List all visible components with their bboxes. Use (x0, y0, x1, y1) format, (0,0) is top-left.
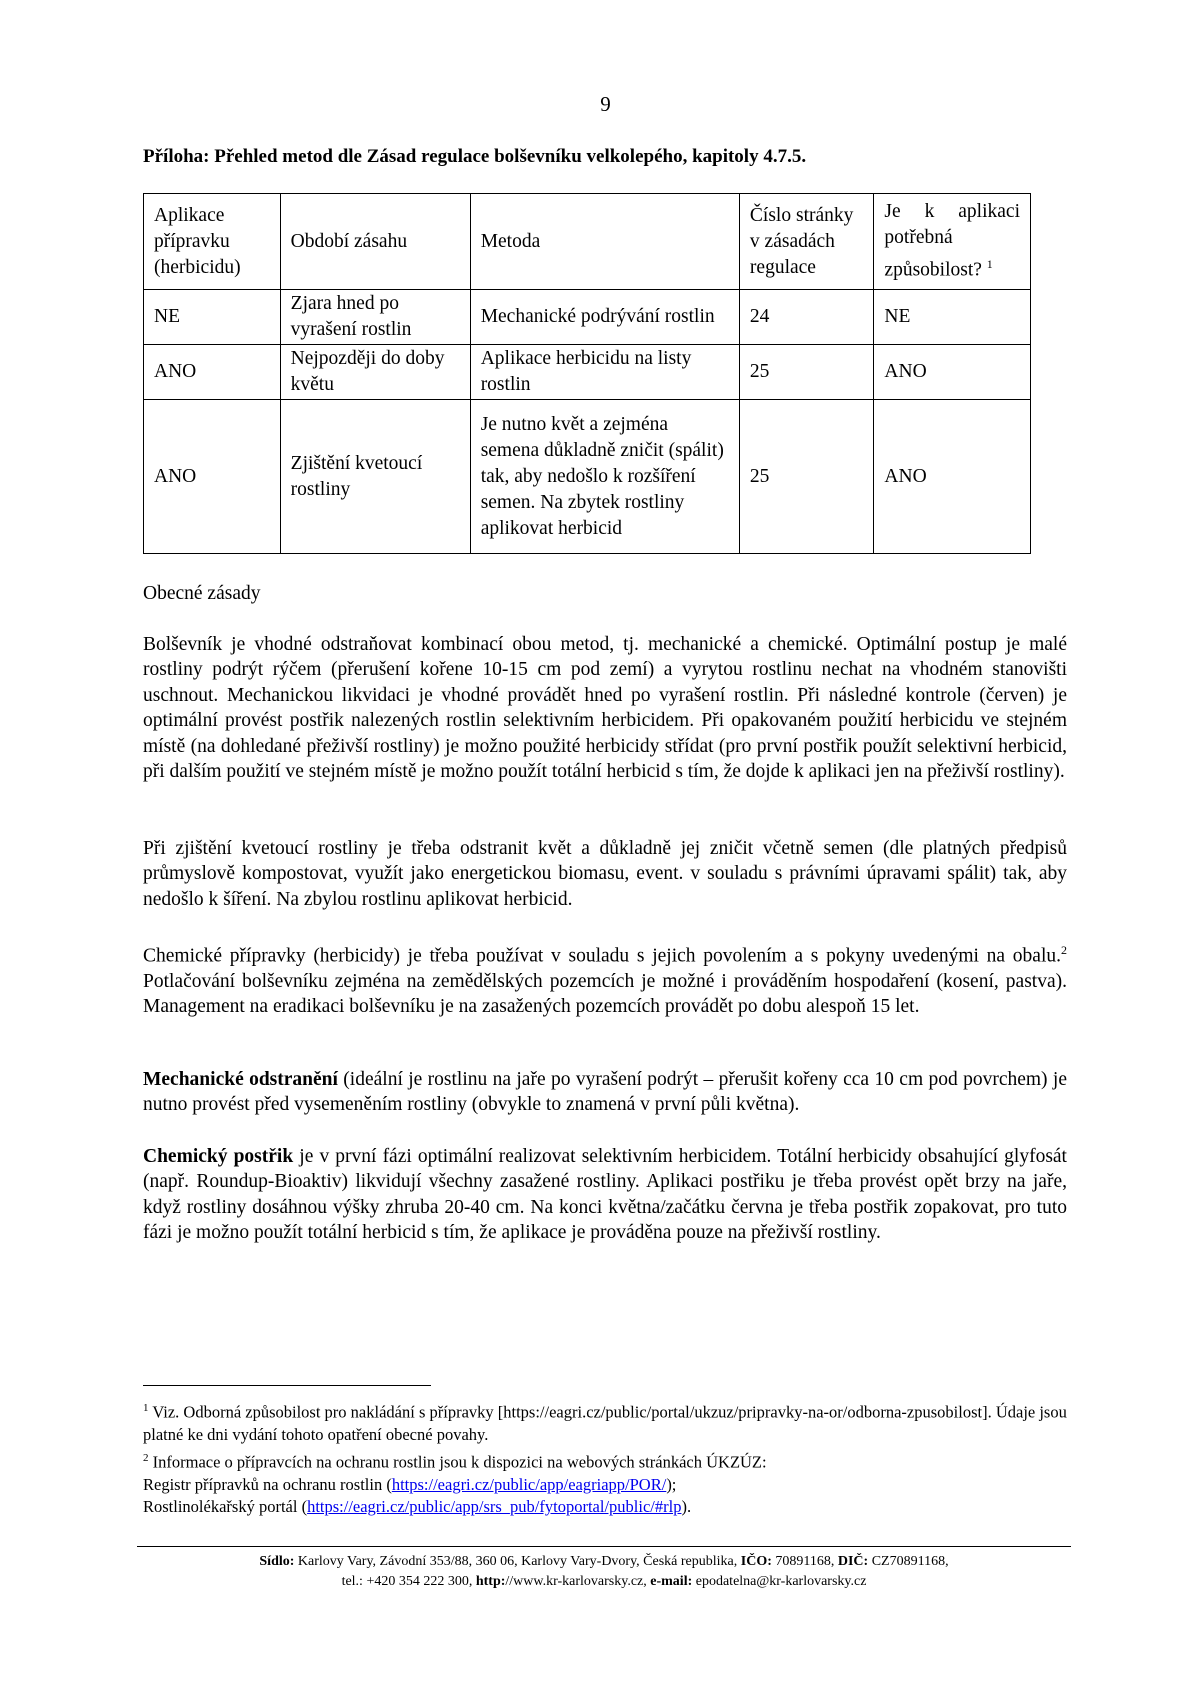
footer-text: 70891168, (771, 1554, 838, 1569)
footer-text: epodatelna@kr-karlovarsky.cz (692, 1574, 867, 1589)
table-cell: 25 (739, 345, 874, 400)
table-cell: Aplikace herbicidu na listy rostlin (470, 345, 739, 400)
footer-text: CZ70891168, (868, 1554, 949, 1569)
table-cell: 24 (739, 290, 874, 345)
footer-label: http: (475, 1574, 506, 1589)
table-cell: ANO (874, 345, 1031, 400)
table-cell: Je nutno květ a zejména semena důkladně zničit (spálit) tak, aby nedošlo k rozšíření semen. Na zbytek rostliny aplikovat herbicid (470, 400, 739, 554)
footnote-text: Registr přípravků na ochranu rostlin ( (143, 1474, 392, 1494)
table-header-cell (874, 194, 1031, 290)
footer-label: IČO: (740, 1554, 772, 1569)
footnote-2 (143, 1447, 1067, 1474)
paragraph-text: Bolševník je vhodné odstraňovat kombinací obou metod, tj. mechanické a chemické. Optimální postup je malé rostliny podrýt rýčem (přerušení kořene 10-15 cm pod zemí) a vyrytou rostlinu nechat na vhodném stanovišti uschnout. Mechanickou likvidaci je vhodné provádět hned po vyrašení rostlin. Při následné kontrole (červen) je optimální provést postřik nalezených rostlin selektivním herbicidem. Při opakovaném použití herbicidu ve stejném místě (na dohledané přeživší rostliny) je možno použité herbicidy střídat (pro první postřik použít selektivní herbicid, při dalším použití ve stejném místě je možno použít totální herbicid s tím, že dojde k aplikaci jen na přeživší rostliny). (143, 634, 1067, 783)
footnote-ref: 2 (1061, 943, 1067, 957)
paragraph-mechanical (143, 1067, 1067, 1118)
table-cell: Zjištění kvetoucí rostliny (280, 400, 470, 554)
methods-table (143, 193, 1031, 554)
bold-term: Mechanické odstranění (143, 1069, 338, 1090)
footnote-number: 1 (143, 1402, 149, 1414)
table-header-cell: Číslo stránky v zásadách regulace (739, 194, 874, 290)
footnote-text: ); (666, 1474, 677, 1494)
header-text-justified: Je k aplikaci (884, 201, 1020, 223)
page-footer (137, 1552, 1071, 1592)
table-header-cell: Období zásahu (280, 194, 470, 290)
footnote-text: Rostlinolékařský portál ( (143, 1497, 308, 1516)
table-cell: 25 (739, 400, 874, 554)
footer-text: Karlovy Vary, Závodní 353/88, 360 06, Karlovy Vary-Dvory, Česká republika, (294, 1554, 741, 1569)
table-row (144, 345, 1031, 400)
footnote-1 (143, 1397, 1067, 1447)
portal-link[interactable]: https://eagri.cz/public/app/srs_pub/fytoportal/public/#rlp (307, 1497, 682, 1516)
paragraph-text: Chemické přípravky (herbicidy) je třeba používat v souladu s jejich povolením a s pokyny uvedenými na obalu. (143, 945, 1061, 967)
footer-text: //www.kr-karlovarsky.cz, (505, 1574, 651, 1589)
paragraph-combined-methods (143, 632, 1067, 784)
table-cell: NE (144, 290, 281, 345)
table-cell: ANO (874, 400, 1031, 554)
table-cell: Nejpozději do doby květu (280, 345, 470, 400)
footnote-divider (143, 1385, 431, 1386)
registr-link[interactable]: https://eagri.cz/public/app/eagriapp/POR/ (391, 1474, 667, 1494)
table-cell: NE (874, 290, 1031, 345)
footer-text: tel.: +420 354 222 300, (341, 1574, 476, 1589)
annex-heading: Příloha: Přehled metod dle Zásad regulace bolševníku velkolepého, kapitoly 4.7.5. (143, 146, 807, 167)
table-cell: Mechanické podrývání rostlin (470, 290, 739, 345)
paragraph-text: (ideální je rostlinu na jaře po vyrašení podrýt – přerušit kořeny cca 10 cm pod povrchem) je nutno provést před vysemeněním rostliny (obvykle to znamená v první půli května). (143, 1069, 1067, 1116)
bold-term: Chemický postřik (143, 1146, 294, 1167)
footer-label: e-mail: (650, 1574, 693, 1589)
table-cell: Zjara hned po vyrašení rostlin (280, 290, 470, 345)
paragraph-chemical-spray (143, 1144, 1067, 1246)
paragraph-flowering (143, 836, 1067, 912)
page-number: 9 (600, 92, 611, 116)
table-header-cell: Metoda (470, 194, 739, 290)
paragraph-text: Potlačování bolševníku zejména na zemědělských pozemcích je možné i prováděním hospodaření (kosení, pastva). Management na eradikaci bolševníku je na zasažených pozemcích provádět po dobu alespoň 15 let. (143, 970, 1067, 1018)
footnotes (143, 1397, 1067, 1519)
footnote-registr-line (143, 1474, 1067, 1497)
paragraph-text: Při zjištění kvetoucí rostliny je třeba odstranit květ a důkladně jej zničit včetně semen (dle platných předpisů průmyslově kompostovat, využít jako energetickou biomasu, event. v souladu s právními úpravami spálit) tak, aby nedošlo k šíření. Na zbylou rostlinu aplikovat herbicid. (143, 838, 1067, 910)
header-text-rest: potřebná způsobilost? (884, 227, 982, 281)
paragraph-chemicals (143, 938, 1067, 1020)
footer-label: Sídlo: (259, 1554, 295, 1569)
footnote-text: Viz. Odborná způsobilost pro nakládání s přípravky [https://eagri.cz/public/portal/ukzuz/pripravky-na-or/odborna-zpusobilost]. Údaje jsou platné ke dni vydání tohoto opatření obecné povahy. (143, 1402, 1067, 1444)
section-title: Obecné zásady (143, 583, 261, 604)
footnote-portal-line (143, 1496, 1067, 1519)
footnote-text: ). (681, 1497, 692, 1516)
footer-line-1 (137, 1552, 1071, 1572)
table-cell: ANO (144, 400, 281, 554)
table-header-row (144, 194, 1031, 290)
footnote-ref: 1 (986, 257, 993, 272)
table-row (144, 290, 1031, 345)
footer-line-2 (137, 1572, 1071, 1592)
footer-divider (137, 1546, 1071, 1547)
paragraph-text: je v první fázi optimální realizovat selektivním herbicidem. Totální herbicidy obsahující glyfosát (např. Roundup-Bioaktiv) likvidují všechny zasažené rostliny. Aplikaci postřiku je třeba provést opět brzy na jaře, když rostliny dosáhnou výšky zhruba 20-40 cm. Na konci května/začátku června je třeba postřik zopakovat, pro tuto fázi je možno použít totální herbicid s tím, že aplikace je prováděna pouze na přeživší rostliny. (143, 1146, 1067, 1244)
footnote-text: Informace o přípravcích na ochranu rostlin jsou k dispozici na webových stránkách ÚKZÚZ: (148, 1452, 767, 1471)
table-cell: ANO (144, 345, 281, 400)
footnote-number: 2 (143, 1451, 149, 1464)
table-row (144, 400, 1031, 554)
footer-label: DIČ: (837, 1554, 869, 1569)
table-header-cell: Aplikace přípravku (herbicidu) (144, 194, 281, 290)
